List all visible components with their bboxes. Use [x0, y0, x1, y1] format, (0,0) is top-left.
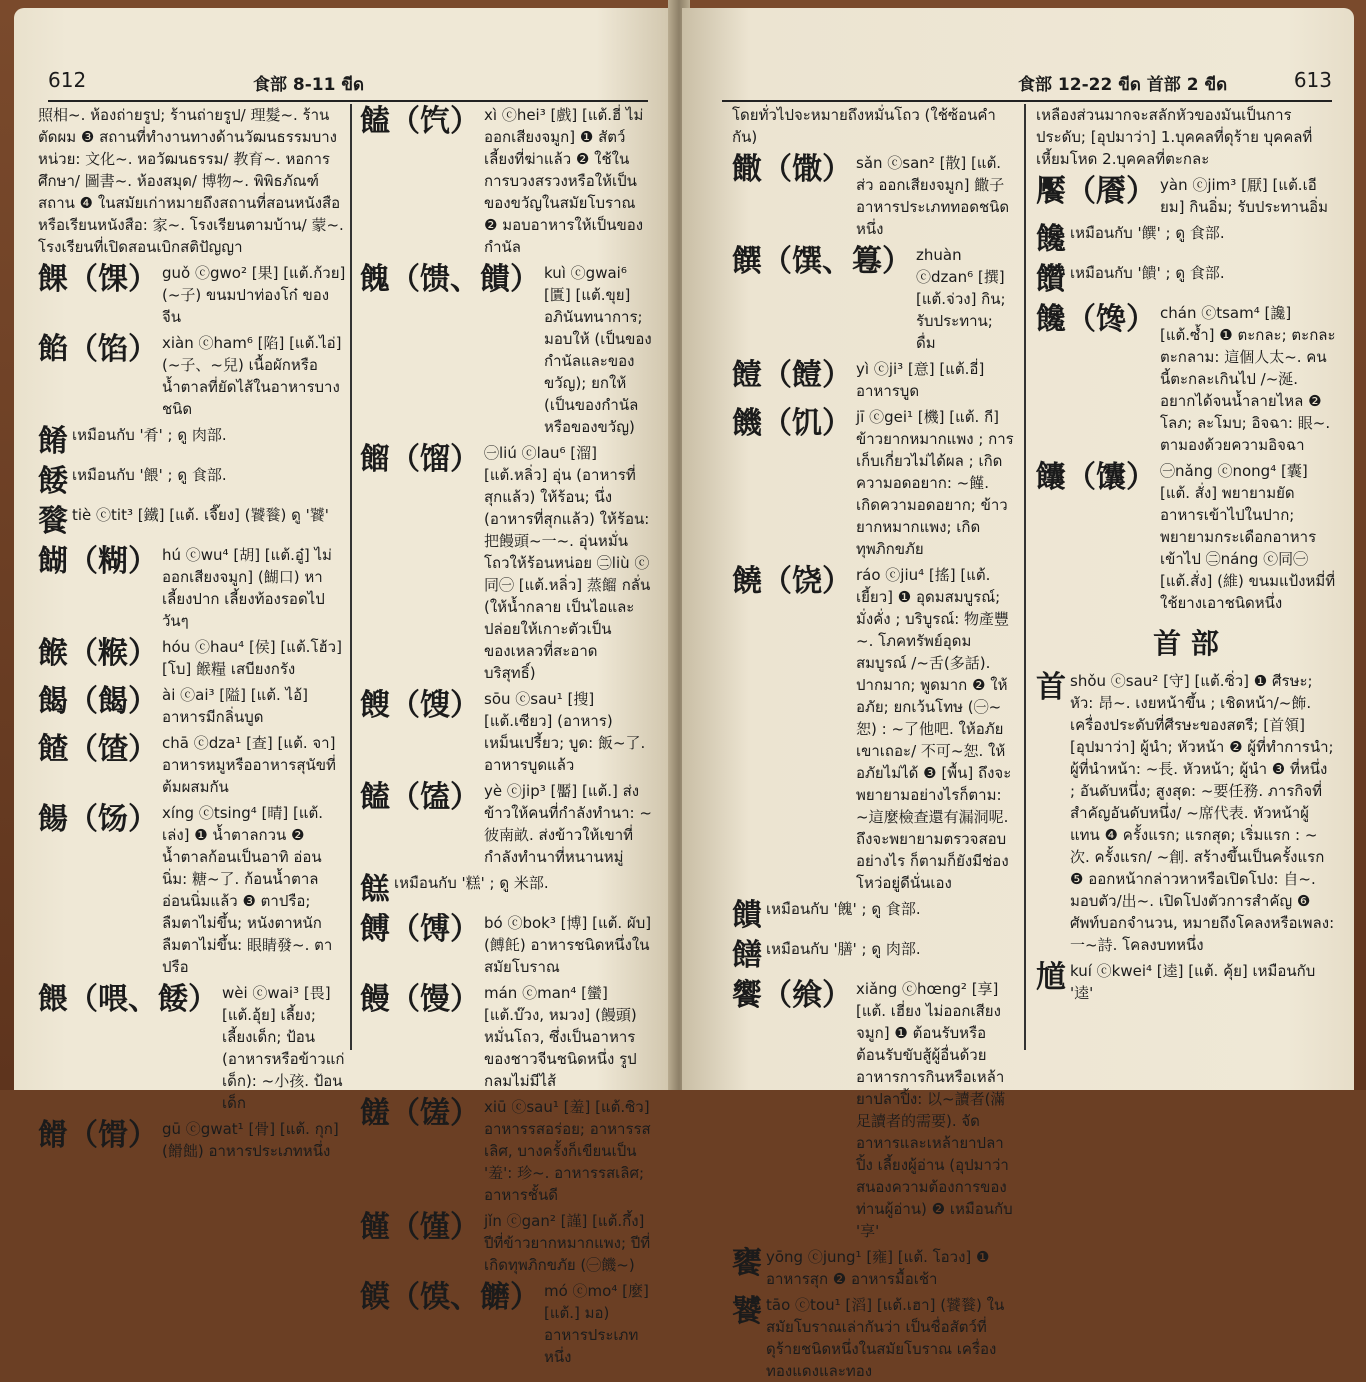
- entry-definition: sōu ⓒsau¹ [搜] [แต้.เซียว] (อาหาร) เหม็นเปรี้ยว; บูด: 飯~了. อาหารบูดแล้ว: [484, 690, 646, 774]
- dictionary-entry: [732, 358, 1016, 402]
- dictionary-entry: [360, 780, 652, 868]
- entry-definition: เหมือนกับ '肴' ; ดู 肉部.: [72, 426, 227, 444]
- entry-definition: bó ⓒbok³ [博] [แต้. ผับ] (餺飥) อาหารชนิดหนึ่งในสมัยโบราณ: [484, 914, 652, 976]
- entry-headword: 饞（馋）: [1036, 302, 1156, 337]
- dictionary-entry: [732, 1246, 1016, 1290]
- entry-headword: 餲（餲）: [38, 684, 158, 719]
- entry-headword: 饜（餍）: [1036, 174, 1156, 209]
- entry-headword: 餺（馎）: [360, 912, 480, 947]
- entry-headword: 饉（馑）: [360, 1210, 480, 1245]
- dictionary-entry: [360, 872, 652, 908]
- entry-headword: 餬（糊）: [38, 544, 158, 579]
- entry-headword: 饍: [732, 938, 762, 973]
- dictionary-entry: [1036, 222, 1336, 258]
- dictionary-entry: [1036, 174, 1336, 218]
- entry-definition: yōng ⓒjung¹ [雍] [แต้. โอวง] ❶ อาหารสุก ❷ อาหารมื้อเช้า: [766, 1248, 990, 1288]
- entry-definition: ráo ⓒjiu⁴ [搖] [แต้. เยี้ยว] ❶ อุดมสมบูรณ์; มั่งคั่ง ; บริบูรณ์: 物產豐~. โภคทรัพย์อุดมสมบูรณ์ /~舌(多話). ปากมาก; พูดมาก ❷ ให้อภัย; ยกเว้นโทษ (㊀~恕) : ~了他吧. ให้อภัยเขาเถอะ/ 不可~恕. ให้อภัยไม่ได้ ❸ [พื้น] ถึงจะพยายามอย่างไรก็ตาม: ~這麼檢查還有漏洞呢. ถึงจะพยายามตรวจสอบอย่างไร ก็ตามก็ยังมีช่องโหว่อยู่ดีนั่นเอง: [856, 566, 1012, 892]
- left-running-head: 食部 8-11 ขีด: [253, 75, 365, 95]
- entry-headword: 餡（馅）: [38, 332, 158, 367]
- entry-definition: เหมือนกับ '饌' ; ดู 食部.: [1070, 224, 1225, 242]
- entry-headword: 饈（馐）: [360, 1096, 480, 1131]
- entry-definition: เหมือนกับ '膳' ; ดู 肉部.: [766, 940, 921, 958]
- entry-headword: 饢（馕）: [1036, 460, 1156, 495]
- continued-entry-text: เหลืองส่วนมากจะสลักหัวของมันเป็นการประดับ; [อุปมาว่า] 1.บุคคลที่ดุร้าย บุคคลที่เหี้ยมโหด 2.บุคคลที่ตะกละ: [1036, 106, 1313, 168]
- dictionary-entry: [732, 152, 1016, 240]
- entry-definition: เหมือนกับ '饋' ; ดู 食部.: [1070, 264, 1225, 282]
- dictionary-entry: [732, 406, 1016, 560]
- entry-list: [1036, 670, 1336, 1004]
- left-page: [14, 8, 676, 1366]
- entry-headword: 餵（喂、餧）: [38, 982, 218, 1017]
- entry-definition: tiè ⓒtit³ [鐵] [แต้. เจี๊ยง] (饕餮) ดู '饕': [72, 506, 329, 524]
- left-page-header: [48, 64, 648, 102]
- entry-definition: เหมือนกับ '餽' ; ดู 食部.: [766, 900, 921, 918]
- entry-definition: yàn ⓒjim³ [厭] [แต้.เอียม] กินอิ่ม; รับประทานอิ่ม: [1160, 176, 1329, 216]
- dictionary-entry: [732, 1294, 1016, 1382]
- entry-definition: jǐn ⓒgan² [謹] [แต้.กึ้ง] ปีที่ข้าวยากหมากแพง; ปีที่เกิดทุพภิกขภัย (㊀饑~): [484, 1212, 651, 1274]
- entry-headword: 饁（饩）: [360, 104, 480, 139]
- entry-definition: zhuàn ⓒdzan⁶ [撰] [แต้.จ่วง] กิน; รับประทาน; ดื่ม: [916, 246, 1006, 352]
- dictionary-entry: [360, 442, 652, 684]
- dictionary-entry: [732, 938, 1016, 974]
- dictionary-entry: [732, 978, 1016, 1242]
- dictionary-entry: [732, 244, 1016, 354]
- entry-headword: 餻: [360, 872, 390, 907]
- right-page-number: 613: [1293, 68, 1332, 92]
- dictionary-entry: [360, 982, 652, 1092]
- dictionary-entry: [732, 898, 1016, 934]
- entry-definition: xiǎng ⓒhœng² [享] [แต้. เฮี่ยง ไม่ออกเสียงจมูก] ❶ ต้อนรับหรือต้อนรับขับสู้ผู้อื่นด้วย อาหารการกินหรือเหล้ายาปลาปิ้ง: 以~讀者(滿足讀者的需要). จัดอาหารและเหล้ายาปลาปิ้ง เลี้ยงผู้อ่าน (อุปมาว่าสนองความต้องการของท่านผู้อ่าน) ❷ เหมือนกับ '享': [856, 980, 1013, 1240]
- entry-headword: 首: [1036, 670, 1066, 705]
- entry-definition: xì ⓒhei³ [戲] [แต้.ฮี่ ไม่ออกเสียงจมูก] ❶ สัตว์เลี้ยงที่ฆ่าแล้ว ❷ ใช้ในการบวงสรวงหรือให้เป็นของขวัญในสมัยโบราณ ❷ มอบอาหารให้เป็นของกำนัล: [484, 106, 644, 256]
- entry-headword: 饁（馌）: [360, 780, 480, 815]
- dictionary-entry: [1036, 302, 1336, 456]
- dictionary-entry: [360, 1280, 652, 1368]
- entry-definition: yè ⓒjip³ [靨] [แต้.] ส่งข้าวให้คนที่กำลังทำนา: ~彼南畝. ส่งข้าวให้เขาที่กำลังทำนาที่หนานหมู่: [484, 782, 652, 866]
- entry-definition: xíng ⓒtsing⁴ [晴] [แต้. เล่ง] ❶ น้ำตาลกวน ❷ น้ำตาลก้อนเป็นอาทิ อ่อนนิ่ม: 糖~了. ก้อนน้ำตาลอ่อนนิ่มแล้ว ❸ ตาปรือ; ลืมตาไม่ขึ้น; หนังตาหนักลืมตาไม่ขึ้น: 眼睛發~. ตาปรือ: [162, 804, 333, 976]
- dictionary-entry: [360, 1210, 652, 1276]
- continued-entry-text: 照相~. ห้องถ่ายรูป; ร้านถ่ายรูป/ 理髮~. ร้านตัดผม ❸ สถานที่ทำงานทางด้านวัฒนธรรมบางหน่วย: 文化~. หอวัฒนธรรม/ 教育~. หอการศึกษา/ 圖書~. ห้องสมุด/ 博物~. พิพิธภัณฑ์สถาน ❹ ในสมัยเก่าหมายถึงสถานที่สอนหนังสือหรือเรียนหนังสือ: 家~. โรงเรียนตามบ้าน/ 蒙~. โรงเรียนที่เปิดสอนเบิกสติปัญญา: [38, 106, 344, 256]
- entry-headword: 饌（馔、篹）: [732, 244, 912, 279]
- dictionary-entry: [1036, 460, 1336, 614]
- entry-headword: 饐（饐）: [732, 358, 852, 393]
- entry-headword: 饕: [732, 1294, 762, 1329]
- entry-headword: 饃（馍、饝）: [360, 1280, 540, 1315]
- section-heading: 首 部: [1153, 627, 1219, 660]
- entry-headword: 饡: [1036, 262, 1066, 297]
- entry-headword: 饑（饥）: [732, 406, 852, 441]
- column-divider: [1024, 104, 1026, 1050]
- entry-definition: jī ⓒgei¹ [機] [แต้. กี] ข้าวยากหมากแพง ; การเก็บเกี่ยวไม่ได้ผล ; เกิดความอดอยาก: ~饉. เกิดความอดอยาก; ข้าวยากหมากแพง; เกิดทุพภิกขภัย: [856, 408, 1014, 558]
- entry-headword: 餿（馊）: [360, 688, 480, 723]
- dictionary-entry: [38, 802, 346, 978]
- entry-definition: mán ⓒman⁴ [蠻] [แต้.บ๊วง, หมวง] (饅頭) หมั่นโถว, ซึ่งเป็นอาหารของชาวจีนชนิดหนึ่ง รูปกลมไม่มีไส้: [484, 984, 637, 1090]
- dictionary-entry: [38, 684, 346, 728]
- entry-definition: wèi ⓒwai³ [畏] [แต้.อุ้ย] เลี้ยง; เลี้ยงเด็ก; ป้อน (อาหารหรือข้าวแก่เด็ก): ~小孩. ป้อนเด็ก: [222, 984, 345, 1112]
- entry-headword: 饒（饶）: [732, 564, 852, 599]
- dictionary-entry: [360, 104, 652, 258]
- entry-definition: chā ⓒdza¹ [查] [แต้. จา] อาหารหมูหรืออาหารสุนัขที่ต้มผสมกัน: [162, 734, 336, 796]
- entry-definition: เหมือนกับ '餵' ; ดู 食部.: [72, 466, 227, 484]
- right-page-column-2: [1036, 104, 1336, 1080]
- entry-definition: hóu ⓒhau⁴ [侯] [แต้.โฮ้ว] [โบ] 餱糧 เสบียงกรัง: [162, 638, 342, 678]
- dictionary-entry: [38, 332, 346, 420]
- entry-headword: 餷（馇）: [38, 732, 158, 767]
- column-divider: [350, 104, 352, 1050]
- entry-headword: 餜（馃）: [38, 262, 158, 297]
- dictionary-entry: [38, 464, 346, 500]
- dictionary-entry: [360, 912, 652, 978]
- entry-definition: shǒu ⓒsau² [守] [แต้.ซิ่ว] ❶ ศีรษะ; หัว: 昂~. เงยหน้าขึ้น ; เชิดหน้า/~飾. เครื่องประดับที่ศีรษะของสตรี; [首領] [อุปมาว่า] ผู้นำ; หัวหน้า ❷ ผู้ที่ทำการนำ; ผู้ที่นำหน้า: ~長. หัวหน้า; ผู้นำ ❸ ที่หนึ่ง ; อันดับหนึ่ง; สูงสุด: ~要任務. ภารกิจที่สำคัญอันดับหนึ่ง/ ~席代表. หัวหน้าผู้แทน ❹ ครั้งแรก; แรกสุด; เริ่มแรก : ~次. ครั้งแรก/ ~創. สร้างขึ้นเป็นครั้งแรก ❺ ออกหน้ากล่าวหาหรือเปิดโปง: 自~. มอบตัว/出~. เปิดโปงตัวการสำคัญ ❻ ศัพท์บอกจำนวน, หมายถึงโคลงหรือเพลง: 一~詩. โคลงบทหนึ่ง: [1070, 672, 1335, 954]
- dictionary-entry: [732, 564, 1016, 894]
- entry-headword: 饔: [732, 1246, 762, 1281]
- entry-definition: ㊀liú ⓒlau⁶ [溜] [แต้.หลิ่ว] อุ่น (อาหารที่สุกแล้ว) ให้ร้อน; นึ่ง (อาหารที่สุกแล้ว) ให้ร้อน: 把饅頭~一~. อุ่นหมั่นโถวให้ร้อนหน่อย ㊁liù ⓒ同㊀ [แต้.หลิ่ว] 蒸餾 กลั่น (ให้น้ำกลาย เป็นไอและปล่อยให้เกาะตัวเป็นของเหลวที่สะอาด บริสุทธิ์): [484, 444, 651, 682]
- dictionary-entry: [1036, 960, 1336, 1004]
- entry-headword: 餧: [38, 464, 68, 499]
- dictionary-entry: [360, 1096, 652, 1206]
- entry-definition: kuì ⓒgwai⁶ [匱] [แต้.ขุย] อภินันทนาการ; มอบให้ (เป็นของกำนัลและของขวัญ); ยกให้ (เป็นของกำนัลหรือของขวัญ): [544, 264, 652, 436]
- dictionary-entry: [38, 504, 346, 540]
- entry-definition: kuí ⓒkwei⁴ [逵] [แต้. คุ้ย] เหมือนกับ '逵': [1070, 962, 1316, 1002]
- entry-headword: 餾（馏）: [360, 442, 480, 477]
- entry-headword: 餶（馉）: [38, 1118, 158, 1153]
- dictionary-entry: [38, 262, 346, 328]
- entry-headword: 饊（馓）: [732, 152, 852, 187]
- entry-definition: ㊀nǎng ⓒnong⁴ [囊] [แต้. สั่ง] พยายามยัดอาหารเข้าไปในปาก; พยายามกระเดือกอาหารเข้าไป ㊁náng ⓒ同㊀ [แต้.สั่ง] (維) ขนมแป้งหมี่ที่ใช้ยางเอาชนิดหนึ่ง: [1160, 462, 1336, 612]
- dictionary-entry: [38, 982, 346, 1114]
- entry-list: [1036, 174, 1336, 614]
- entry-definition: gū ⓒgwat¹ [骨] [แต้. กุก] (餶飿) อาหารประเภทหนึ่ง: [162, 1120, 339, 1160]
- right-page-header: [722, 64, 1332, 102]
- left-page-number: 612: [48, 68, 87, 92]
- entry-headword: 餳（饧）: [38, 802, 158, 837]
- entry-definition: เหมือนกับ '糕' ; ดู 米部.: [394, 874, 549, 892]
- entry-headword: 餮: [38, 504, 68, 539]
- entry-definition: tāo ⓒtou¹ [滔] [แต้.เฮา] (饕餮) ในสมัยโบราณเล่ากันว่า เป็นชื่อสัตว์ที่ดุร้ายชนิดหนึ่งในสมัยโบราณ เครื่องทองแดงและทอง: [766, 1296, 1005, 1380]
- dictionary-entry: [38, 544, 346, 632]
- dictionary-entry: [1036, 262, 1336, 298]
- left-page-column-2: [360, 104, 652, 1366]
- entry-headword: 饞: [1036, 222, 1066, 257]
- right-page-column-1: [732, 104, 1016, 1380]
- dictionary-entry: [38, 424, 346, 460]
- entry-definition: xiū ⓒsau¹ [羞] [แต้.ซิว] อาหารรสอร่อย; อาหารรสเลิศ, บางครั้งก็เขียนเป็น '羞': 珍~. อาหารรสเลิศ; อาหารชั้นดี: [484, 1098, 651, 1204]
- entry-headword: 饅（馒）: [360, 982, 480, 1017]
- entry-definition: xiàn ⓒham⁶ [陷] [แต้.ไอ่] (~子、~兒) เนื้อผักหรือน้ำตาลที่ยัดไส้ในอาหารบางชนิด: [162, 334, 342, 418]
- entry-headword: 饋: [732, 898, 762, 933]
- entry-definition: mó ⓒmo⁴ [麼] [แต้.] มอ) อาหารประเภทหนึ่ง: [544, 1282, 649, 1366]
- dictionary-entry: [38, 636, 346, 680]
- continued-entry-text: โดยทั่วไปจะหมายถึงหมั่นโถว (ใช้ซ้อนคำกัน): [732, 106, 996, 146]
- dictionary-entry: [360, 688, 652, 776]
- entry-headword: 餱（糇）: [38, 636, 158, 671]
- left-page-column-1: [38, 104, 346, 1160]
- entry-definition: hú ⓒwu⁴ [胡] [แต้.อู๋] ไม่ออกเสียงจมูก] (餬口) หาเลี้ยงปาก เลี้ยงท้องรอดไปวันๆ: [162, 546, 332, 630]
- entry-definition: yì ⓒji³ [意] [แต้.อี่] อาหารบูด: [856, 360, 985, 400]
- right-page: [682, 8, 1354, 1380]
- entry-definition: guǒ ⓒgwo² [果] [แต้.ก้วย] (~子) ขนมปาท่องโก๋ ของจีน: [162, 264, 346, 326]
- entry-definition: ài ⓒai³ [隘] [แต้. ไอ้] อาหารมีกลิ่นบูด: [162, 686, 308, 726]
- dictionary-entry: [1036, 670, 1336, 956]
- right-running-head: 食部 12-22 ขีด 首部 2 ขีด: [1018, 75, 1228, 95]
- dictionary-entry: [38, 732, 346, 798]
- entry-definition: chán ⓒtsam⁴ [讒] [แต้.ซ้ำ] ❶ ตะกละ; ตะกละตะกลาม: 這個人太~. คนนี้ตะกละเกินไป /~涎. อยากได้จนน้ำลายไหล ❷ โลภ; ละโมบ; อิจฉา: 眼~. ตามองด้วยความอิจฉา: [1160, 304, 1336, 454]
- entry-headword: 饗（飨）: [732, 978, 852, 1013]
- entry-headword: 餽（馈、饋）: [360, 262, 540, 297]
- dictionary-entry: [38, 1118, 346, 1162]
- dictionary-entry: [360, 262, 652, 438]
- entry-definition: sǎn ⓒsan² [散] [แต้. ส่ว ออกเสียงจมูก] 饊子 อาหารประเภททอดชนิดหนึ่ง: [856, 154, 1010, 238]
- entry-headword: 馗: [1036, 960, 1066, 995]
- entry-headword: 餚: [38, 424, 68, 459]
